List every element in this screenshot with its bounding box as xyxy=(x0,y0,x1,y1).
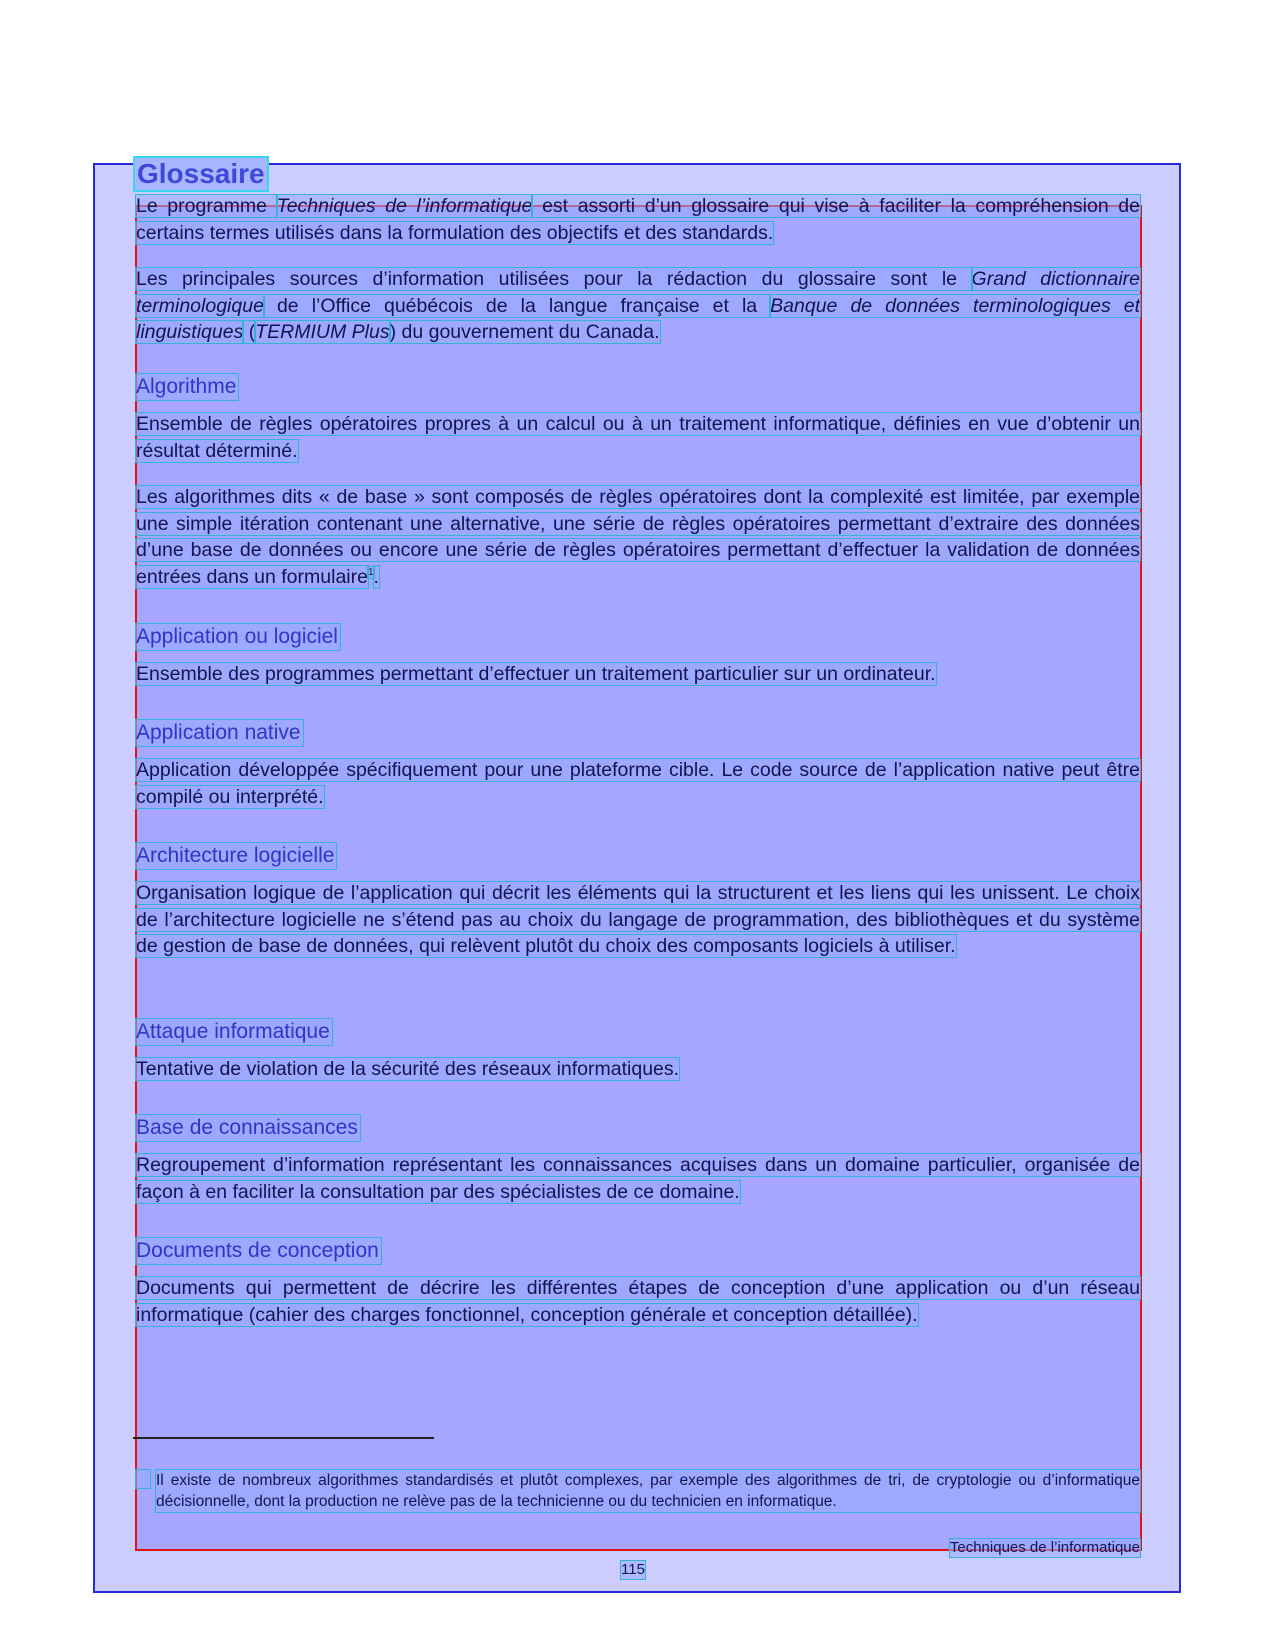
term-heading-architecture: Architecture logicielle xyxy=(136,844,335,867)
term-heading-algorithme: Algorithme xyxy=(136,375,237,398)
term-def-text: Organisation logique de l’application qui décrit les éléments qui la structurent et les liens qui les unissent. Le choix de l’architecture logicielle ne s’étend pas au choix du langage de programmation, des bibliothèques et du système de gestion de base de données, qui relèvent plutôt du choix des composants logiciels à utiliser. xyxy=(136,882,1140,957)
intro-p2-text: Les principales sources d’information utilisées pour la rédaction du glossaire sont le xyxy=(136,268,972,290)
source-gdt: Grand dictionnaire terminologique xyxy=(136,268,1140,317)
intro-paragraph-2 xyxy=(136,266,1140,346)
term-def-text-end: . xyxy=(373,565,379,588)
term-def-attaque xyxy=(136,1056,1140,1083)
source-banque: Banque de données terminologiques et linguistiques xyxy=(136,294,1141,343)
source-termium: TERMIUM Plus xyxy=(255,321,390,343)
page-title: Glossaire xyxy=(137,158,265,189)
term-heading-application-logiciel: Application ou logiciel xyxy=(136,625,338,648)
program-name: Techniques de l’informatique xyxy=(276,195,533,217)
intro-p2-mid: de l’Office québécois de la langue française et la xyxy=(263,294,771,317)
term-def-text: Les algorithmes dits « de base » sont composés de règles opératoires dont la complexité est limitée, par exemple une simple itération contenant une alternative, une série de règles opératoires permettant d’extraire des données d’une base de données ou encore une série de règles opératoires permettant d’effectuer la validation de données entrées dans un formulaire xyxy=(136,486,1140,588)
running-footer: Techniques de l’informatique xyxy=(949,1539,1140,1556)
intro-p1-text: Le programme xyxy=(136,195,277,217)
intro-p2-paren: ( xyxy=(243,321,256,343)
footnote-ref[interactable]: 1 xyxy=(367,567,374,578)
term-def-text: Tentative de violation de la sécurité des réseaux informatiques. xyxy=(136,1058,680,1080)
term-heading-documents-conception: Documents de conception xyxy=(136,1239,379,1262)
term-def-algorithme-1 xyxy=(136,411,1140,464)
term-def-application-native xyxy=(136,757,1140,810)
term-def-text: Ensemble de règles opératoires propres à un calcul ou à un traitement informatique, définies en vue d’obtenir un résultat déterminé. xyxy=(136,413,1140,462)
term-heading-application-native: Application native xyxy=(136,721,301,744)
text-body-region xyxy=(135,205,1142,1551)
term-def-text: Ensemble des programmes permettant d’effectuer un traitement particulier sur un ordinateur. xyxy=(136,663,936,685)
intro-p1-rest: est assorti d’un glossaire qui vise à faciliter la compréhension de certains termes utilisés dans la formulation des objectifs et des standards. xyxy=(136,195,1140,244)
page-number: 115 xyxy=(621,1561,645,1578)
term-def-application-logiciel xyxy=(136,661,1140,688)
term-heading-attaque: Attaque informatique xyxy=(136,1020,330,1043)
term-def-documents-conception xyxy=(136,1275,1140,1328)
term-def-text: Documents qui permettent de décrire les différentes étapes de conception d’une application ou d’un réseau informatique (cahier des charges fonctionnel, conception générale et conception détaillée). xyxy=(136,1277,1140,1326)
footnote xyxy=(136,1470,1140,1512)
intro-p2-end: ) du gouvernement du Canada. xyxy=(389,321,660,343)
footnote-text: Il existe de nombreux algorithmes standardisés et plutôt complexes, par exemple des algorithmes de tri, de cryptologie ou d’informatique décisionnelle, dont la production ne relève pas de la technicienne ou du technicien en informatique. xyxy=(156,1472,1140,1510)
term-def-algorithme-2 xyxy=(136,484,1140,590)
term-def-text: Application développée spécifiquement pour une plateforme cible. Le code source de l’application native peut être compilé ou interprété. xyxy=(136,759,1140,808)
term-def-base-connaissances xyxy=(136,1152,1140,1205)
term-heading-base-connaissances: Base de connaissances xyxy=(136,1116,358,1139)
intro-paragraph-1 xyxy=(136,193,1140,246)
footnote-divider xyxy=(133,1437,434,1439)
term-def-architecture xyxy=(136,880,1140,960)
term-def-text: Regroupement d’information représentant les connaissances acquises dans un domaine particulier, organisée de façon à en faciliter la consultation par des spécialistes de ce domaine. xyxy=(136,1154,1140,1203)
footnote-number xyxy=(136,1470,150,1488)
